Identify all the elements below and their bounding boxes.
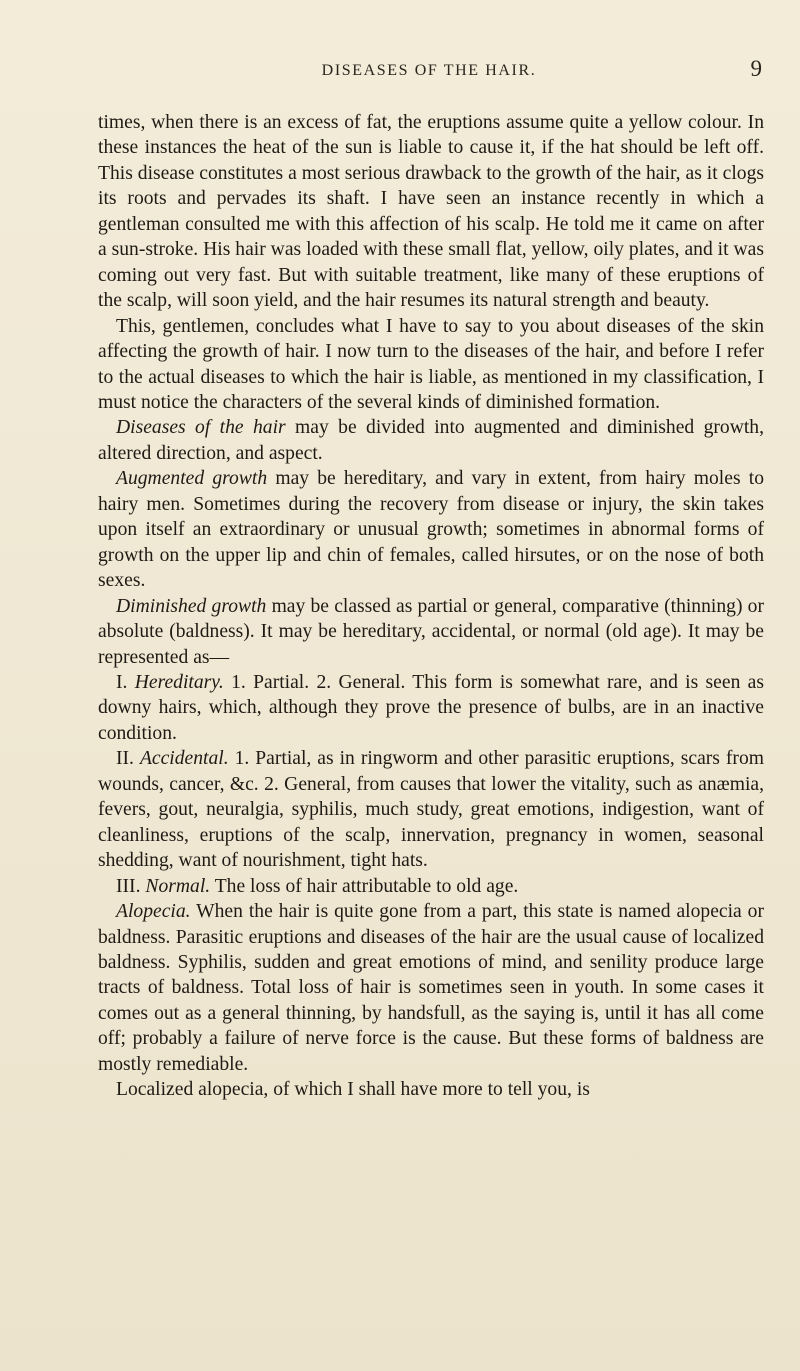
term-normal: Normal.: [145, 875, 211, 897]
paragraph-alopecia: Alopecia. When the hair is quite gone from a part, this state is named alopecia or baldness. Parasitic eruptions and diseases of the hair are the usual cause of localized baldness. Syphilis, sudden and great emotions of mind, and senility produce large tracts of baldness. Total loss of hair is sometimes seen in youth. In some cases it comes out as a general thinning, by handsfull, as the saying is, until it has all come off; probably a failure of nerve force is the cause. But these forms of baldness are mostly remediable.: [98, 901, 764, 1075]
page-number: 9: [750, 56, 762, 81]
term-diminished-growth: Diminished growth: [116, 595, 267, 617]
paragraph-diseases-of-hair: Diseases of the hair may be divided into augmented and diminished growth, altered direction, and aspect.: [98, 417, 764, 464]
term-accidental: Accidental.: [139, 748, 229, 770]
term-hereditary: Hereditary.: [134, 671, 224, 693]
paragraph-eruptions: times, when there is an excess of fat, the eruptions assume quite a yellow colour. In these instances the heat of the sun is liable to cause it, if the hat should be left off. This disease constitutes a most serious drawback to the growth of the hair, as it clogs its roots and pervades its shaft. I have seen an instance recently in which a gentleman consulted me with this affection of his scalp. He told me it came on after a sun-stroke. His hair was loaded with these small flat, yellow, oily plates, and it was coming out very fast. But with suitable treatment, like many of these eruptions of the scalp, will soon yield, and the hair resumes its natural strength and beauty.: [98, 112, 764, 312]
running-title: DISEASES OF THE HAIR.: [321, 62, 537, 79]
body-text: [98, 110, 764, 1103]
paragraph-localized-alopecia: Localized alopecia, of which I shall have more to tell you, is: [116, 1079, 590, 1101]
paragraph-hereditary: I. Hereditary. 1. Partial. 2. General. This form is somewhat rare, and is seen as downy hairs, which, although they prove the presence of bulbs, are in an inactive condition.: [98, 671, 764, 744]
paragraph-normal: III. Normal. The loss of hair attributable to old age.: [116, 875, 519, 897]
paragraph-transition: This, gentlemen, concludes what I have to say to you about diseases of the skin affecting the growth of hair. I now turn to the diseases of the hair, and before I refer to the actual diseases to which the hair is liable, as mentioned in my classification, I must notice the characters of the several kinds of diminished formation.: [98, 315, 764, 413]
term-alopecia: Alopecia.: [116, 901, 191, 923]
term-diseases-of-the-hair: Diseases of the hair: [116, 417, 286, 439]
paragraph-accidental: II. Accidental. 1. Partial, as in ringworm and other parasitic eruptions, scars from wounds, cancer, &c. 2. General, from causes that lower the vitality, such as anæmia, fevers, gout, neuralgia, syphilis, much study, great emotions, indigestion, want of cleanliness, eruptions of the scalp, innervation, pregnancy in women, seasonal shedding, want of nourishment, tight hats.: [98, 748, 764, 872]
paragraph-augmented-growth: Augmented growth may be hereditary, and vary in extent, from hairy moles to hairy men. Sometimes during the recovery from disease or injury, the skin takes upon itself an extraordinary or unusual growth; sometimes in abnormal forms of growth on the upper lip and chin of females, called hirsutes, or on the nose of both sexes.: [98, 468, 764, 592]
paragraph-diminished-growth: Diminished growth may be classed as partial or general, comparative (thinning) or absolute (baldness). It may be hereditary, accidental, or normal (old age). It may be represented as—: [98, 595, 764, 668]
page-header: [96, 56, 762, 88]
term-augmented-growth: Augmented growth: [116, 468, 268, 490]
